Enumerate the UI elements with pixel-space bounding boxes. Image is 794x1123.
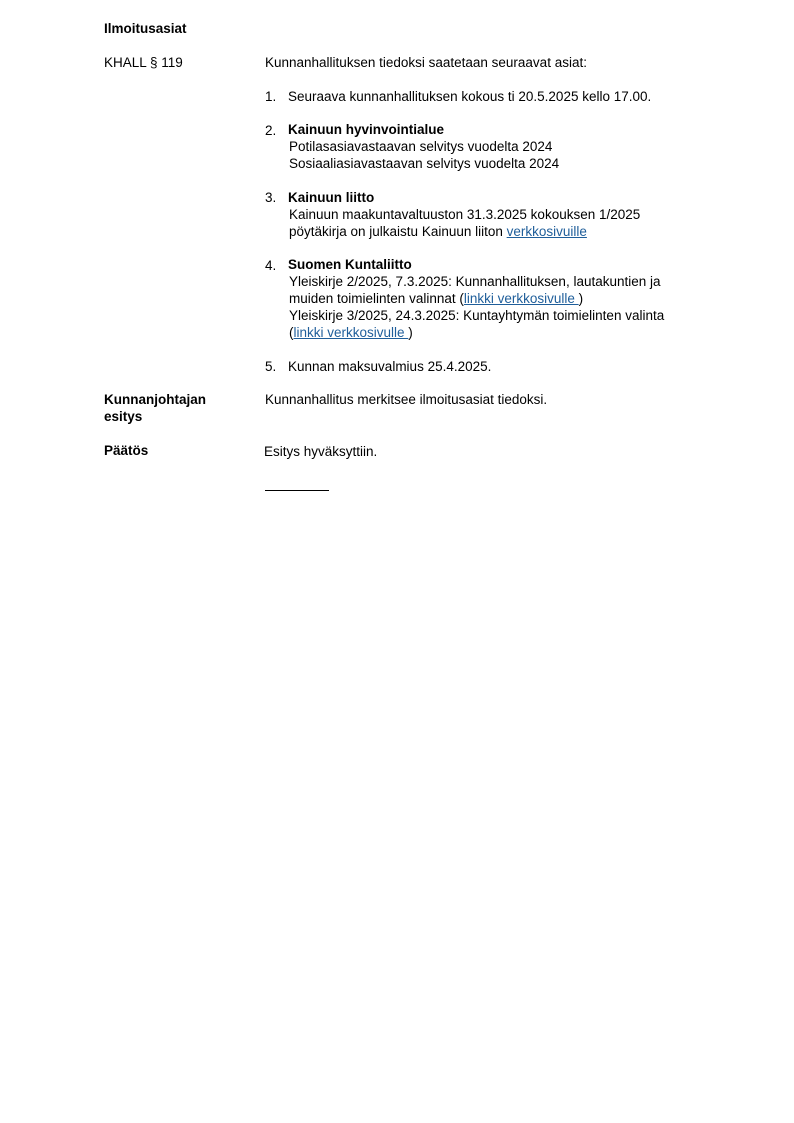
item-line: Yleiskirje 2/2025, 7.3.2025: Kunnanhallituksen, lautakuntien ja (289, 274, 661, 289)
section-reference: KHALL § 119 (104, 55, 183, 70)
item-title: Kainuun hyvinvointialue (288, 122, 445, 137)
item-text: Kunnan maksuvalmius 25.4.2025. (288, 359, 492, 374)
item-line (289, 324, 413, 341)
item-title: Kainuun liitto (288, 190, 375, 205)
item-line: Potilasasiavastaavan selvitys vuodelta 2024 (289, 139, 553, 154)
item-line: Yleiskirje 3/2025, 24.3.2025: Kuntayhtymän toimielinten valinta (289, 308, 665, 323)
item-line: Kainuun maakuntavaltuuston 31.3.2025 kokouksen 1/2025 (289, 207, 641, 222)
proposal-text: Kunnanhallitus merkitsee ilmoitusasiat tiedoksi. (265, 392, 548, 407)
end-rule (265, 490, 329, 491)
item-number: 3. (265, 190, 277, 205)
item-number: 1. (265, 89, 277, 104)
proposal-label: esitys (104, 409, 143, 424)
website-link[interactable]: linkki verkkosivulle (293, 325, 409, 340)
website-link[interactable]: verkkosivuille (506, 224, 587, 239)
item-line-text: muiden toimielinten valinnat ( (289, 291, 464, 306)
item-title: Suomen Kuntaliitto (288, 257, 412, 272)
item-number: 2. (265, 123, 277, 138)
item-line-text: ) (408, 325, 413, 340)
decision-label: Päätös (104, 443, 149, 458)
item-number: 5. (265, 359, 277, 374)
proposal-label: Kunnanjohtajan (104, 392, 206, 407)
item-line (289, 290, 583, 307)
item-line-text: ( (289, 325, 294, 340)
item-line: Sosiaaliasiavastaavan selvitys vuodelta 2024 (289, 156, 560, 171)
item-line-text: pöytäkirja on julkaistu Kainuun liiton (289, 224, 507, 239)
intro-text: Kunnanhallituksen tiedoksi saatetaan seuraavat asiat: (265, 55, 587, 70)
page-heading: Ilmoitusasiat (104, 21, 187, 36)
decision-text: Esitys hyväksyttiin. (264, 444, 378, 459)
item-text: Seuraava kunnanhallituksen kokous ti 20.5.2025 kello 17.00. (288, 89, 652, 104)
item-number: 4. (265, 258, 277, 273)
website-link[interactable]: linkki verkkosivulle (463, 291, 579, 306)
item-line (289, 223, 587, 240)
item-line-text: ) (578, 291, 584, 306)
